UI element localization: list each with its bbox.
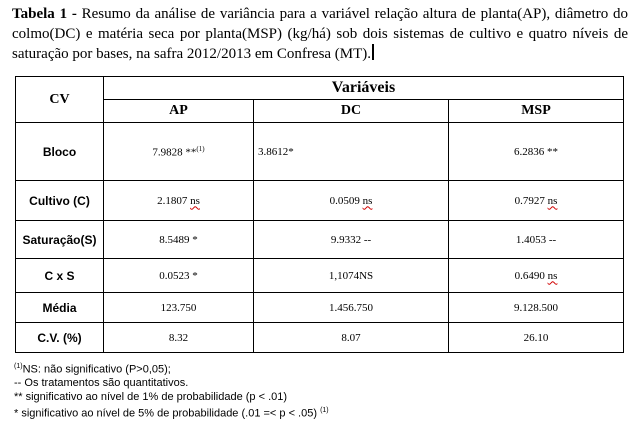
- table-caption: [12, 4, 628, 64]
- cell-ap: 8.32: [104, 323, 254, 353]
- row-label: Cultivo (C): [16, 181, 104, 221]
- row-label: C.V. (%): [16, 323, 104, 353]
- table-row: [16, 259, 624, 293]
- cell-msp: 6.2836 **: [449, 123, 624, 181]
- col-header-dc: DC: [254, 100, 449, 123]
- row-label: Saturação(S): [16, 221, 104, 259]
- cell-dc: 1,1074NS: [254, 259, 449, 293]
- anova-table: [15, 76, 624, 353]
- caption-label: Tabela 1 -: [12, 6, 77, 22]
- cell-msp: 1.4053 --: [449, 221, 624, 259]
- row-label: Média: [16, 293, 104, 323]
- cv-header: CV: [16, 77, 104, 123]
- cell-dc: 8.07: [254, 323, 449, 353]
- row-label: Bloco: [16, 123, 104, 181]
- cell-ap: 7.9828 **$^{(1)}$: [104, 123, 254, 181]
- variables-header: Variáveis: [104, 77, 624, 100]
- cell-ap: 2.1807 ns: [104, 181, 254, 221]
- footnote-quantitative: -- Os tratamentos são quantitativos.: [14, 377, 189, 390]
- table-row: [16, 221, 624, 259]
- table-row: [16, 323, 624, 353]
- table-row: [16, 123, 624, 181]
- cell-dc: 9.9332 --: [254, 221, 449, 259]
- caption-text: Resumo da análise de variância para a variável relação altura de planta(AP), diâmetro do colmo(DC) e matéria seca por planta(MSP) (kg/há) sob dois sistemas de cultivo e quatro níveis de saturação por bases, na safra 2012/2013 em Confresa (MT).: [12, 6, 629, 62]
- table-row: [16, 181, 624, 221]
- col-header-ap: AP: [104, 100, 254, 123]
- footnote-ref: (1): [196, 144, 205, 153]
- table-footnotes: [14, 360, 624, 421]
- footnote-sig-5: * significativo ao nível de 5% de probabilidade (.01 =< p < .05) $^{(1)}$: [14, 407, 329, 420]
- table-row: [16, 293, 624, 323]
- cell-ap: 0.0523 *: [104, 259, 254, 293]
- footnote-sig-1: ** significativo ao nível de 1% de probabilidade (p < .01): [14, 390, 288, 403]
- cell-msp: 0.7927 ns: [449, 181, 624, 221]
- cell-ap: 123.750: [104, 293, 254, 323]
- row-label: C x S: [16, 259, 104, 293]
- cell-msp: 0.6490 ns: [449, 259, 624, 293]
- cell-msp: 9.128.500: [449, 293, 624, 323]
- cell-ap: 8.5489 *: [104, 221, 254, 259]
- footnote-ns: $^{(1)}$NS: não significativo (P>0,05);: [14, 363, 171, 376]
- cell-dc: 1.456.750: [254, 293, 449, 323]
- text-cursor: [372, 44, 374, 60]
- cell-dc: 0.0509 ns: [254, 181, 449, 221]
- col-header-msp: MSP: [449, 100, 624, 123]
- cell-dc: 3.8612*: [254, 123, 449, 181]
- cell-msp: 26.10: [449, 323, 624, 353]
